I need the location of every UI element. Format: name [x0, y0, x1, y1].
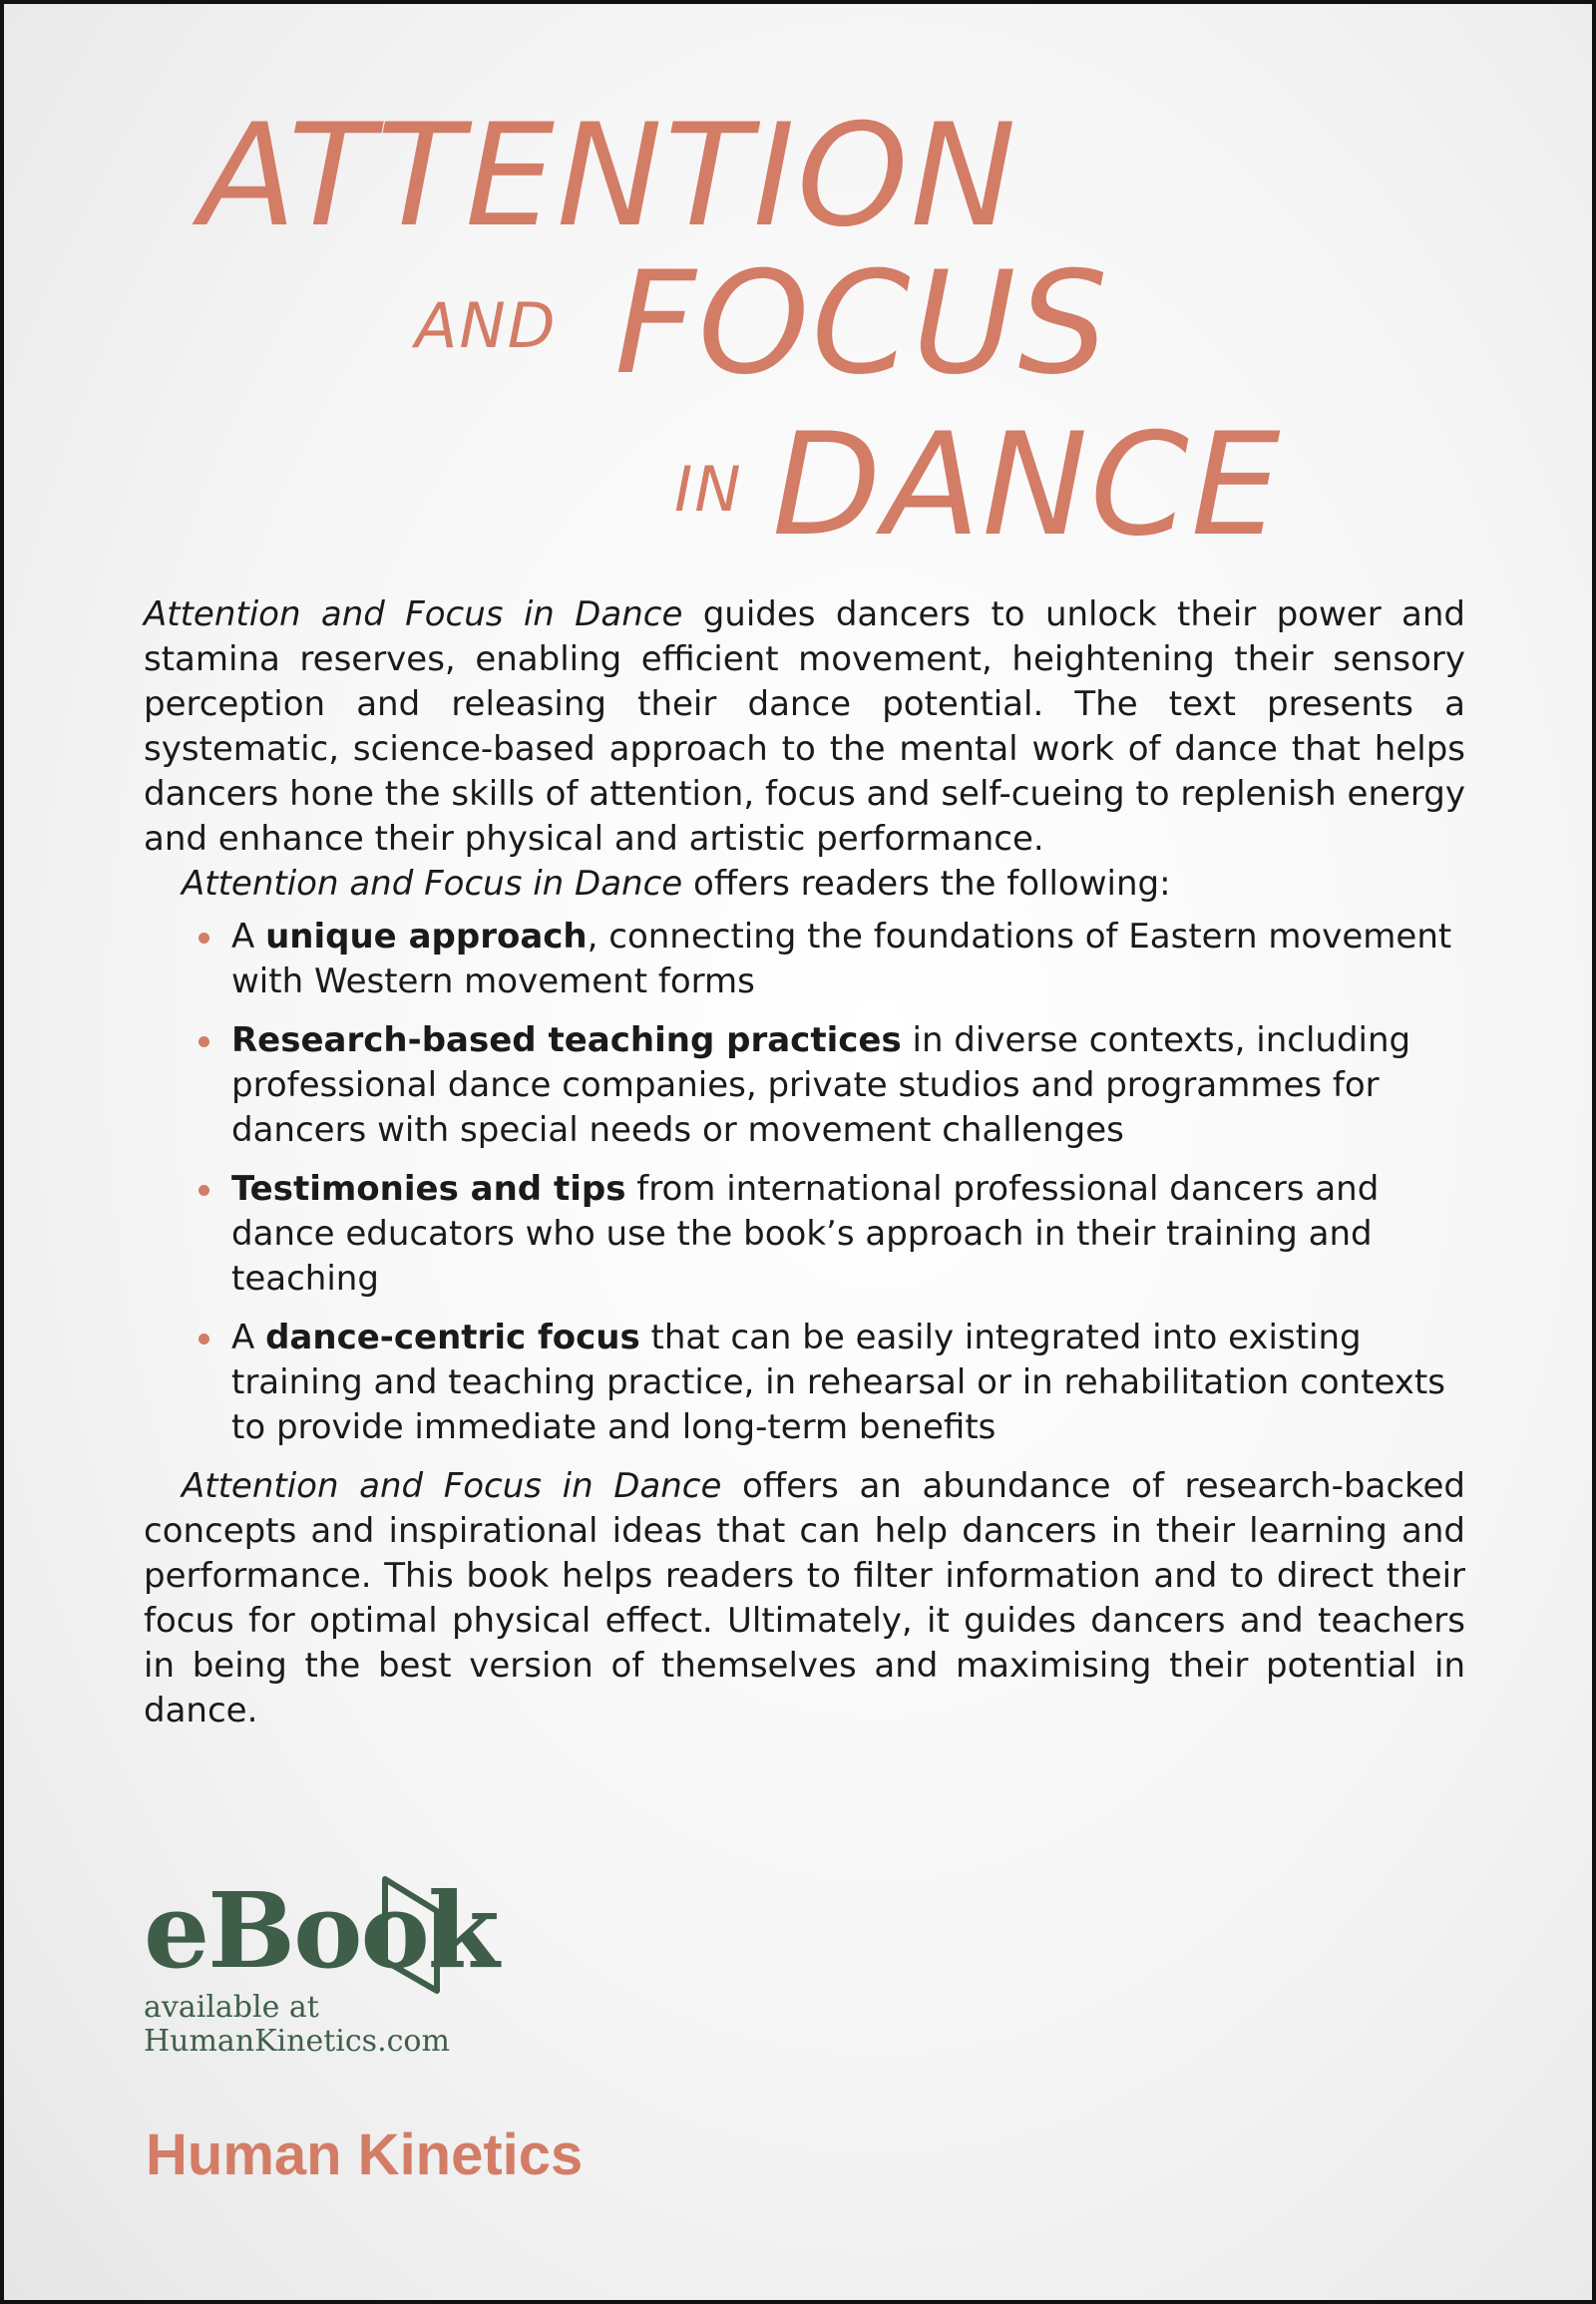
list-item: Research-based teaching practices in diverse contexts, including professional dance companies, private studios and programmes for dancers with special needs or movement challenges: [231, 1018, 1465, 1153]
closing-paragraph: [144, 1464, 1465, 1733]
bullet-highlight: unique approach: [265, 917, 588, 957]
intro-text: guides dancers to unlock their power and stamina reserves, enabling efficient movement, heightening their sensory perception and releasing their dance potential. The text presents a systematic, science-based approach to the mental work of dance that helps dancers hone the skills of attention, focus and self-cueing to replenish energy and enhance their physical and artistic performance.: [144, 594, 1465, 859]
ebook-logo: [144, 1869, 498, 2059]
closing-text: offers an abundance of research-backed concepts and inspirational ideas that can help dancers in their learning and performance. This book helps readers to filter information and to direct their focus for optimal physical effect. Ultimately, it guides dancers and teachers in being the best version of themselves and maximising their potential in dance.: [144, 1466, 1465, 1730]
feature-list: [144, 915, 1465, 1450]
list-item: A unique approach, connecting the foundations of Eastern movement with Western movement forms: [231, 915, 1465, 1004]
publisher-name: Human Kinetics: [146, 2122, 584, 2187]
offers-paragraph: [144, 862, 1465, 907]
offers-book-title: Attention and Focus in Dance: [182, 864, 683, 904]
offers-text: offers readers the following:: [682, 864, 1171, 904]
bullet-dot: [199, 933, 209, 944]
bullet-dot: [199, 1185, 209, 1196]
book-icon: [375, 1871, 465, 2001]
bullet-dot: [199, 1334, 209, 1344]
ebook-url: HumanKinetics.com: [144, 2024, 450, 2059]
title-and: AND: [415, 289, 558, 362]
list-item: Testimonies and tips from international professional dancers and dance educators who use the book’s approach in their training and teaching: [231, 1167, 1465, 1302]
title-attention: ATTENTION: [200, 94, 1018, 258]
ebook-available: available at: [144, 1990, 319, 2025]
closing-book-title: Attention and Focus in Dance: [182, 1466, 722, 1506]
ebook-word: eBook: [144, 1869, 498, 1992]
bullet-highlight: Research-based teaching practices: [231, 1020, 902, 1060]
title-in: IN: [674, 453, 743, 526]
bullet-highlight: dance-centric focus: [265, 1318, 640, 1357]
intro-paragraph: [144, 592, 1465, 862]
bullet-dot: [199, 1036, 209, 1047]
title-focus: FOCUS: [614, 241, 1110, 406]
title-dance: DANCE: [772, 403, 1283, 568]
list-item: A dance-centric focus that can be easily integrated into existing training and teaching practice, in rehearsal or in rehabilitation contexts to provide immediate and long-term benefits: [231, 1316, 1465, 1450]
description: [144, 592, 1465, 1733]
bullet-highlight: Testimonies and tips: [231, 1169, 626, 1209]
intro-book-title: Attention and Focus in Dance: [144, 594, 683, 634]
